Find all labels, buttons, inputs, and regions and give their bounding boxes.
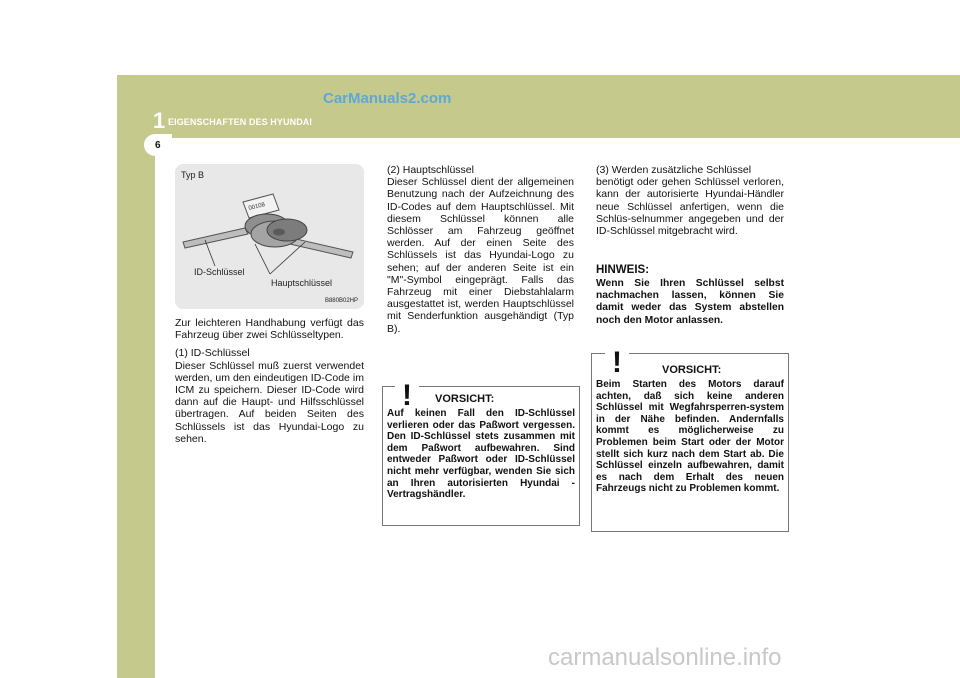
page-number: 6: [155, 140, 161, 151]
item-1-heading: (1) ID-Schlüssel: [175, 347, 250, 360]
item-3-heading: (3) Werden zusätzliche Schlüssel: [596, 164, 752, 176]
warning-title: VORSICHT:: [662, 364, 722, 376]
keys-illustration: [175, 164, 364, 309]
warning-exclamation-icon: [605, 342, 629, 376]
hinweis-text: Wenn Sie Ihren Schlüssel selbst nachmachen lassen, können Sie damit weder das System abstellen noch den Motor anlassen.: [596, 278, 784, 326]
warning-exclamation-icon: [395, 375, 419, 409]
item-1-body: Dieser Schlüssel muß zuerst verwendet werden, um den eindeutigen ID-Code im ICM zu speichern. Dieser ID-Code wird dann auf die Haupt- und Hilfsschlüssel übertragen. Auf beiden Seiten des Schlüssels ist das Hyundai-Logo zu sehen.: [175, 359, 364, 445]
warning-text: Auf keinen Fall den ID-Schlüssel verlieren oder das Paßwort vergessen. Den ID-Schlüssel stets zusammen mit dem Paßwort aufbewahren. Sind entweder Paßwort oder ID-Schlüssel nicht mehr verfügbar, wenden Sie sich an Ihren autorisierten Hyundai - Vertragshändler.: [387, 408, 575, 501]
item-2-body: Dieser Schlüssel dient der allgemeinen Benutzung nach der Aufzeichnung des ID-Codes auf dem Hauptschlüssel. Mit diesem Schlüssel können alle Schlösser am Fahrzeug geöffnet werden. Auf der einen Seite des Schlüssels ist das Hyundai-Logo zu sehen; auf der anderen Seite ist ein "M"-Symbol eingeprägt. Falls das Fahrzeug mit einer Diebstahlalarm ausgestattet ist, werden Hauptschlüssel mit Senderfunktion ausgehändigt (Typ B).: [387, 176, 574, 335]
warning-box-engine-start: [591, 346, 789, 532]
item-3-body: benötigt oder gehen Schlüssel verloren, kann der autorisierte Hyundai-Händler neue Schlüssel anfertigen, wenn die Schlüs-selnummer angegeben und der ID-Schlüssel mitgebracht wird.: [596, 176, 784, 238]
header-band: [117, 75, 960, 138]
id-key-label: ID-Schlüssel: [194, 267, 245, 277]
svg-text:!: !: [612, 346, 622, 376]
warning-text: Beim Starten des Motors darauf achten, daß sich keine anderen Schlüssel mit Wegfahrsperren-system in der Nähe befinden. Andernfalls kommt es möglicherweise zu Problemen beim Start oder der Motor stellt sich kurz nach dem Start ab. Die Schlüssel einzeln aufbewahren, damit es nach dem Erhalt des neuen Fahrzeugs nicht zu Problemen kommt.: [596, 379, 784, 495]
column-1: [175, 317, 364, 445]
watermark-link[interactable]: CarManuals2.com: [323, 90, 452, 107]
sidebar-strip: [117, 138, 155, 678]
svg-text:00108: 00108: [248, 202, 266, 212]
footer-watermark: carmanualsonline.info: [548, 644, 782, 671]
item-2-heading: (2) Hauptschlüssel: [387, 164, 474, 176]
chapter-number: 1: [153, 108, 166, 133]
chapter-title: EIGENSCHAFTEN DES HYUNDAI: [168, 117, 313, 127]
warning-box-id-key: [382, 379, 580, 526]
column-2: [387, 164, 574, 335]
figure-type-label: Typ B: [181, 170, 205, 180]
figure-code: B880B02HP: [324, 298, 358, 304]
column-3: [596, 164, 784, 237]
svg-text:!: !: [402, 379, 412, 409]
warning-title: VORSICHT:: [435, 393, 495, 405]
key-figure: [175, 164, 364, 309]
main-key-label: Hauptschlüssel: [271, 278, 333, 288]
intro-text: Zur leichteren Handhabung verfügt das Fahrzeug über zwei Schlüsseltypen.: [175, 317, 364, 342]
hinweis-title: HINWEIS:: [596, 264, 650, 276]
